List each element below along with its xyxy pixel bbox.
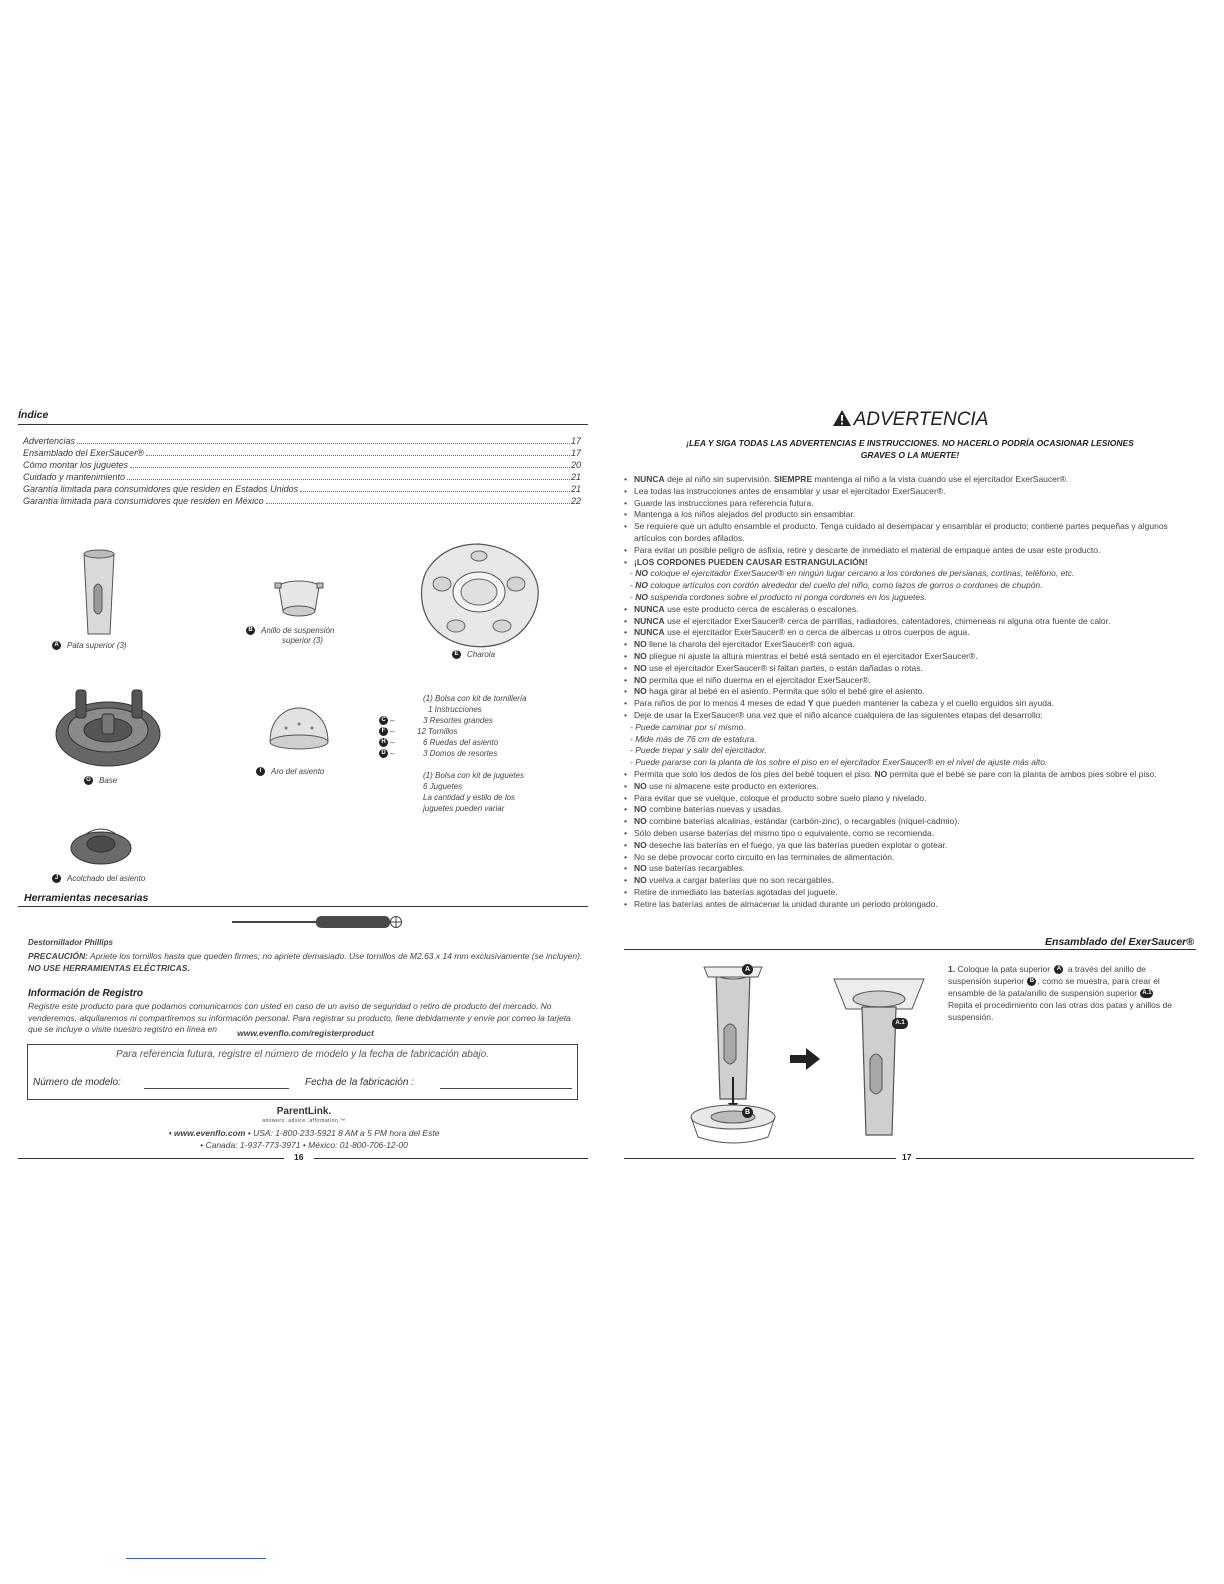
model-number-field[interactable] bbox=[144, 1088, 289, 1089]
badge-d: D bbox=[379, 749, 388, 758]
page-number: 17 bbox=[902, 1152, 912, 1162]
warning-item: • Retire las baterías antes de almacenar la unidad durante un periodo prolongado. bbox=[624, 898, 938, 909]
seat-pad-illustration bbox=[68, 824, 134, 866]
warning-heading: ADVERTENCIA bbox=[624, 409, 1196, 431]
warning-item: • NO use ni almacene este producto en exteriores. bbox=[624, 780, 819, 791]
link-underline bbox=[126, 1558, 266, 1559]
model-number-label: Número de modelo: bbox=[33, 1077, 121, 1088]
manufacture-date-field[interactable] bbox=[440, 1088, 572, 1089]
hardware-item: D – 3 Domos de resortes bbox=[379, 748, 551, 759]
warning-item: • Retire de inmediato las baterías agotadas del juguete. bbox=[624, 886, 838, 897]
toc-entry[interactable] bbox=[23, 459, 581, 471]
tray-illustration bbox=[416, 540, 542, 648]
warning-item: • NO llene la charola del ejercitador ExerSaucer® con agua. bbox=[624, 639, 855, 650]
warning-item: • NO combine baterías alcalinas, estándar (carbón-zinc), o recargables (níquel-cadmio). bbox=[624, 816, 960, 827]
phillips-screwdriver-icon bbox=[230, 912, 406, 932]
warning-item: • NO haga girar al bebé en el asiento. Permita que sólo el bebé gire el asiento. bbox=[624, 686, 925, 697]
upper-leg-illustration bbox=[80, 548, 118, 638]
toc-entry-title: Ensamblado del ExerSaucer® bbox=[23, 448, 144, 458]
assembly-rule bbox=[624, 949, 1196, 950]
hardware-item: F – 12 Tornillos bbox=[379, 726, 551, 737]
registration-box-note: Para referencia futura, registre el número de modelo y la fecha de fabricación abajo. bbox=[116, 1049, 489, 1060]
warning-item: • Permita que solo los dedos de los pies del bebé toquen el piso. NO permita que el bebé se pare con la planta de ambos pies sobre el piso. bbox=[624, 768, 1157, 779]
part-i-caption: I Aro del asiento bbox=[256, 767, 324, 777]
toc-entry-page: 21 bbox=[570, 472, 581, 482]
badge-a: A bbox=[52, 641, 61, 650]
toc-entry-title: Cuidado y mantenimiento bbox=[23, 472, 126, 482]
toc-entry-page: 21 bbox=[570, 484, 581, 494]
warning-item: • NUNCA use el ejercitador ExerSaucer® en o cerca de albercas u otros cuerpos de agua. bbox=[624, 627, 970, 638]
badge-e: E bbox=[452, 650, 461, 659]
toc-entry[interactable] bbox=[23, 483, 581, 495]
registration-url[interactable]: www.evenflo.com/registerproduct bbox=[237, 1028, 374, 1038]
warning-item: • ¡LOS CORDONES PUEDEN CAUSAR ESTRANGULACIÓN! bbox=[624, 556, 868, 567]
warning-subitem: - NO suspenda cordones sobre el producto ni ponga cordones en los juguetes. bbox=[630, 591, 927, 602]
right-page bbox=[624, 404, 1196, 1164]
page-number: 16 bbox=[294, 1152, 304, 1162]
warning-subitem: - Mide más de 76 cm de estatura. bbox=[630, 733, 757, 744]
toc-entry-title: Advertencias bbox=[23, 436, 76, 446]
part-b-caption: B Anillo de suspensión bbox=[246, 626, 334, 636]
warning-subitem: - Puede pararse con la planta de los sobre el piso en el ejercitador ExerSaucer® en el nivel de ajuste más alto. bbox=[630, 757, 1048, 768]
assembly-illustration bbox=[654, 959, 944, 1149]
toc-entry-title: Garantía limitada para consumidores que residen en Estados Unidos bbox=[23, 484, 299, 494]
warning-subitem: - Puede trepar y salir del ejercitador. bbox=[630, 745, 767, 756]
part-g-caption: G Base bbox=[84, 776, 117, 786]
warning-list bbox=[624, 474, 1196, 910]
warning-item: • NO deseche las baterías en el fuego, ya que las baterías pueden explotar o gotear. bbox=[624, 839, 948, 850]
warning-item: • Para evitar que se vuelque, coloque el producto sobre suelo plano y nivelado. bbox=[624, 792, 927, 803]
toc-entry-title: Garantía limitada para consumidores que residen en México bbox=[23, 496, 264, 506]
toc-entry-page: 17 bbox=[570, 436, 581, 446]
warning-item: • NO pliegue ni ajuste la altura mientras el bebé está sentado en el ejercitador ExerSaucer®. bbox=[624, 650, 978, 661]
toc-title: Índice bbox=[18, 409, 49, 421]
toc-list bbox=[23, 435, 581, 507]
badge-a-inline: A bbox=[1054, 965, 1063, 974]
toc-entry[interactable] bbox=[23, 495, 581, 507]
label-b: B bbox=[742, 1107, 753, 1118]
part-b-caption-2: superior (3) bbox=[282, 636, 323, 645]
assembly-step-1: 1. Coloque la pata superior A a través del anillo de suspensión superior B , como se muestra, para crear el ensamble de la pata/anillo de suspensión superior A.1 Repita el procedimiento con las otras dos patas y anillos de suspensión. bbox=[948, 964, 1172, 1022]
warning-item: • NUNCA use este producto cerca de escaleras o escalones. bbox=[624, 603, 859, 614]
toc-entry[interactable] bbox=[23, 471, 581, 483]
warning-item: • NO use baterías recargables. bbox=[624, 863, 746, 874]
warning-item: • Se requiere que un adulto ensamble el producto. Tenga cuidado al desempacar y ensamblar el producto; contiene partes pequeñas y algunos artículos con bordes afilados. bbox=[624, 521, 1168, 543]
tools-title: Herramientas necesarias bbox=[24, 892, 149, 904]
warning-item: • Deje de usar la ExerSaucer® una vez que el niño alcance cualquiera de las siguientes etapas del desarrollo: bbox=[624, 709, 1043, 720]
website-link[interactable]: • www.evenflo.com bbox=[168, 1128, 246, 1138]
hardware-list bbox=[381, 693, 551, 814]
tools-rule bbox=[18, 906, 588, 907]
toc-rule bbox=[18, 424, 588, 425]
warning-item: • Mantenga a los niños alejados del producto sin ensamblar. bbox=[624, 509, 856, 520]
page-rule bbox=[624, 1158, 896, 1159]
caution-text: PRECAUCIÓN: Apriete los tornillos hasta que queden firmes; no apriete demasiado. Use tornillos de M2.63 x 14 mm exclusivamente (se incluyen). NO USE HERRAMIENTAS ELÉCTRICAS. bbox=[28, 951, 583, 973]
toc-entry[interactable] bbox=[23, 435, 581, 447]
hardware-instructions: 1 Instrucciones bbox=[428, 705, 482, 714]
hardware-item: H – 6 Ruedas del asiento bbox=[379, 737, 551, 748]
manufacture-date-label: Fecha de la fabricación : bbox=[305, 1077, 414, 1088]
warning-item: • NO combine baterías nuevas y usadas. bbox=[624, 804, 783, 815]
badge-j: J bbox=[52, 874, 61, 883]
toy-note: juguetes pueden variar bbox=[423, 804, 505, 813]
warning-subitem: - NO coloque el ejercitador ExerSaucer® en ningún lugar cercano a los cordones de persianas, cortinas, teléfono, etc. bbox=[630, 568, 1075, 579]
parentlink-tagline: answers. advice. affirmation.™ bbox=[262, 1118, 346, 1124]
toc-entry-title: Cómo montar los juguetes bbox=[23, 460, 129, 470]
warning-item: • Guarde las instrucciones para referencia futura. bbox=[624, 497, 814, 508]
left-page bbox=[18, 404, 590, 1164]
warning-item: • NUNCA deje al niño sin supervisión. SIEMPRE mantenga al niño a la vista cuando use el ejercitador ExerSaucer®. bbox=[624, 474, 1069, 484]
warning-item: • NO vuelva a cargar baterías que no son recargables. bbox=[624, 875, 834, 886]
warning-subitem: - Puede caminar por sí mismo. bbox=[630, 721, 746, 732]
badge-f: F bbox=[379, 727, 388, 736]
toc-entry-page: 22 bbox=[570, 496, 581, 506]
badge-a1-inline: A.1 bbox=[1142, 990, 1152, 997]
toy-count: 6 Juguetes bbox=[423, 782, 463, 791]
contact-line-2: • Canada: 1-937-773-3971 • México: 01-800-706-12-00 bbox=[200, 1140, 408, 1150]
page-rule bbox=[314, 1158, 588, 1159]
warning-item: • Para niños de por lo menos 4 meses de edad Y que pueden mantener la cabeza y el cuello erguidos sin ayuda. bbox=[624, 698, 1055, 709]
toc-entry-page: 20 bbox=[570, 460, 581, 470]
warning-subheading: ¡LEA Y SIGA TODAS LAS ADVERTENCIAS E INSTRUCCIONES. NO HACERLO PODRÍA OCASIONAR LESIONES GRAVES O LA MUERTE! bbox=[686, 438, 1134, 460]
badge-g: G bbox=[84, 776, 93, 785]
contact-line-1: • www.evenflo.com • USA: 1-800-233-5921 8 AM a 5 PM hora del Este bbox=[168, 1128, 440, 1138]
toy-kit-label: (1) Bolsa con kit de juguetes bbox=[423, 771, 524, 780]
page-rule bbox=[916, 1158, 1194, 1159]
registration-box bbox=[27, 1044, 578, 1100]
badge-b-inline: B bbox=[1027, 977, 1036, 986]
warning-item: • Sólo deben usarse baterías del mismo tipo o equivalente, como se recomienda. bbox=[624, 827, 935, 838]
warning-item: • NUNCA use el ejercitador ExerSaucer® cerca de parrillas, radiadores, calentadores, chimeneas ni alguna otra fuente de calor. bbox=[624, 615, 1111, 626]
part-e-caption: E Charola bbox=[452, 650, 495, 660]
parentlink-logo: ParentLink. bbox=[276, 1106, 332, 1117]
warning-item: • Para evitar un posible peligro de asfixia, retire y descarte de inmediato el material de empaque antes de usar este producto. bbox=[624, 544, 1101, 555]
seat-ring-illustration bbox=[266, 706, 332, 756]
warning-triangle-icon bbox=[832, 409, 852, 427]
warning-item: • No se debe provocar corto circuito en las terminales de alimentación. bbox=[624, 851, 895, 862]
toc-entry[interactable] bbox=[23, 447, 581, 459]
badge-h: H bbox=[379, 738, 388, 747]
base-illustration bbox=[52, 684, 164, 770]
hardware-kit-label: (1) Bolsa con kit de tornillería bbox=[423, 694, 527, 703]
registration-title: Información de Registro bbox=[28, 988, 144, 999]
label-a1: A.1 bbox=[892, 1018, 908, 1029]
tool-name: Destornillador Phillips bbox=[28, 938, 113, 947]
badge-b: B bbox=[246, 626, 255, 635]
warning-subitem: - NO coloque artículos con cordón alrededor del cuello del niño, como lazos de gorros o cordones de chupón. bbox=[630, 580, 1043, 591]
hardware-item: C – 3 Resortes grandes bbox=[379, 715, 551, 726]
suspension-ring-illustration bbox=[274, 575, 324, 621]
registration-text: Registre este producto para que podamos comunicarnos con usted en caso de un aviso de seguridad o retiro de producto del mercado. No venderemos, alquilaremos ni compartiremos su información personal. Para registrar su producto, llene debidamente y envíe por correo la tarjeta que se incluye o visite nuestro registro en línea en bbox=[28, 1001, 571, 1034]
warning-item: • NO permita que el niño duerma en el ejercitador ExerSaucer®. bbox=[624, 674, 871, 685]
badge-c: C bbox=[379, 716, 388, 725]
warning-item: • NO use el ejercitador ExerSaucer® si faltan partes, o están dañadas o rotas. bbox=[624, 662, 923, 673]
badge-i: I bbox=[256, 767, 265, 776]
toy-note: La cantidad y estilo de los bbox=[423, 793, 516, 802]
label-a: A bbox=[742, 964, 753, 975]
part-j-caption: J Acolchado del asiento bbox=[52, 874, 145, 884]
page-rule bbox=[18, 1158, 284, 1159]
part-a-caption: A Pata superior (3) bbox=[52, 641, 127, 651]
toc-entry-page: 17 bbox=[570, 448, 581, 458]
assembly-title: Ensamblado del ExerSaucer® bbox=[1045, 936, 1194, 948]
warning-item: • Lea todas las instrucciones antes de ensamblar y usar el ejercitador ExerSaucer®. bbox=[624, 485, 946, 496]
